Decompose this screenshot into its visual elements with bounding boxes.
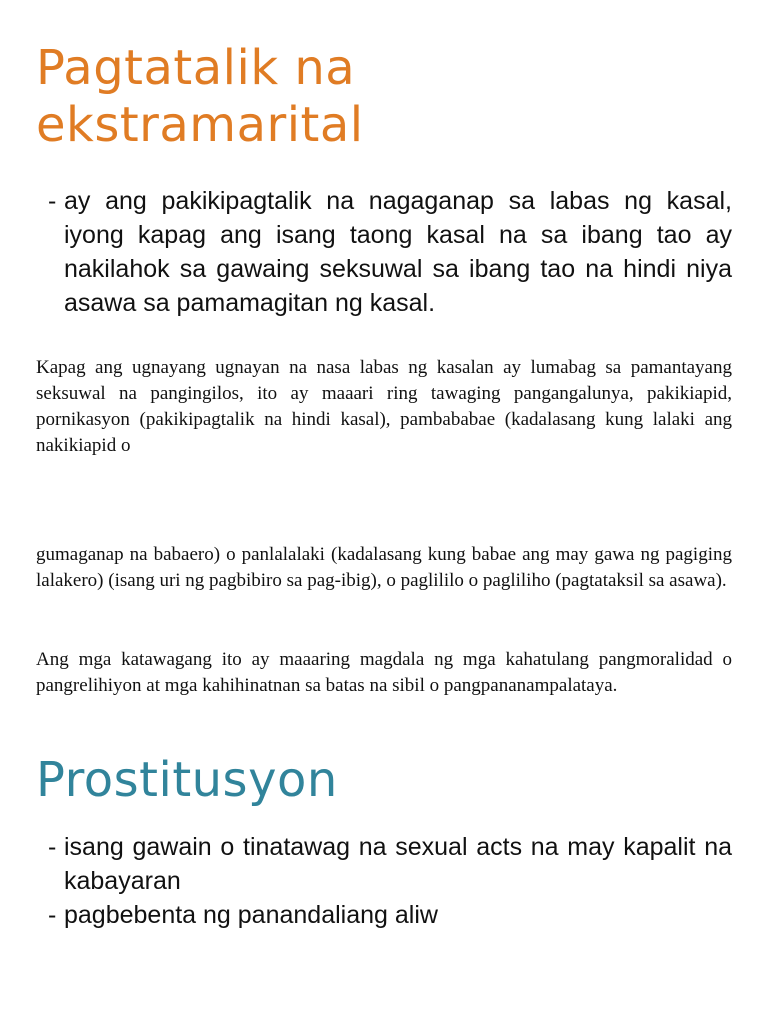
list-item: - pagbebenta ng panandaliang aliw xyxy=(36,898,732,932)
extramarital-bullet-list xyxy=(36,184,732,320)
paragraph-3: Ang mga katawagang ito ay maaaring magdala ng mga kahatulang pangmoralidad o pangrelihiyon at mga kahihinatnan sa batas na sibil o pangpananampalataya. xyxy=(36,649,732,696)
list-item: - isang gawain o tinatawag na sexual acts na may kapalit na kabayaran xyxy=(36,830,732,898)
section-title-prostitution: Prostitusyon xyxy=(36,752,338,808)
section-title-extramarital: Pagtatalik na ekstramarital xyxy=(36,40,364,153)
paragraph-2: gumaganap na babaero) o panlalalaki (kadalasang kung babae ang may gawa ng pagiging lalakero) (isang uri ng pagbibiro sa pag-ibig), o paglililo o pagliliho (pagtataksil sa asawa). xyxy=(36,544,732,591)
prostitution-bullet-list xyxy=(36,830,732,932)
paragraph-1: Kapag ang ugnayang ugnayan na nasa labas ng kasalan ay lumabag sa pamantayang seksuwal na pangingilos, ito ay maaari ring tawaging pangangalunya, pakikiapid, pornikasyon (pakikipagtalik na hindi kasal), pambababae (kadalasang kung lalaki ang nakikiapid o xyxy=(36,357,732,456)
list-item: - ay ang pakikipagtalik na nagaganap sa labas ng kasal, iyong kapag ang isang taong kasal na sa ibang tao ay nakilahok sa gawaing seksuwal sa ibang tao na hindi niya asawa sa pamamagitan ng kasal. xyxy=(36,184,732,320)
